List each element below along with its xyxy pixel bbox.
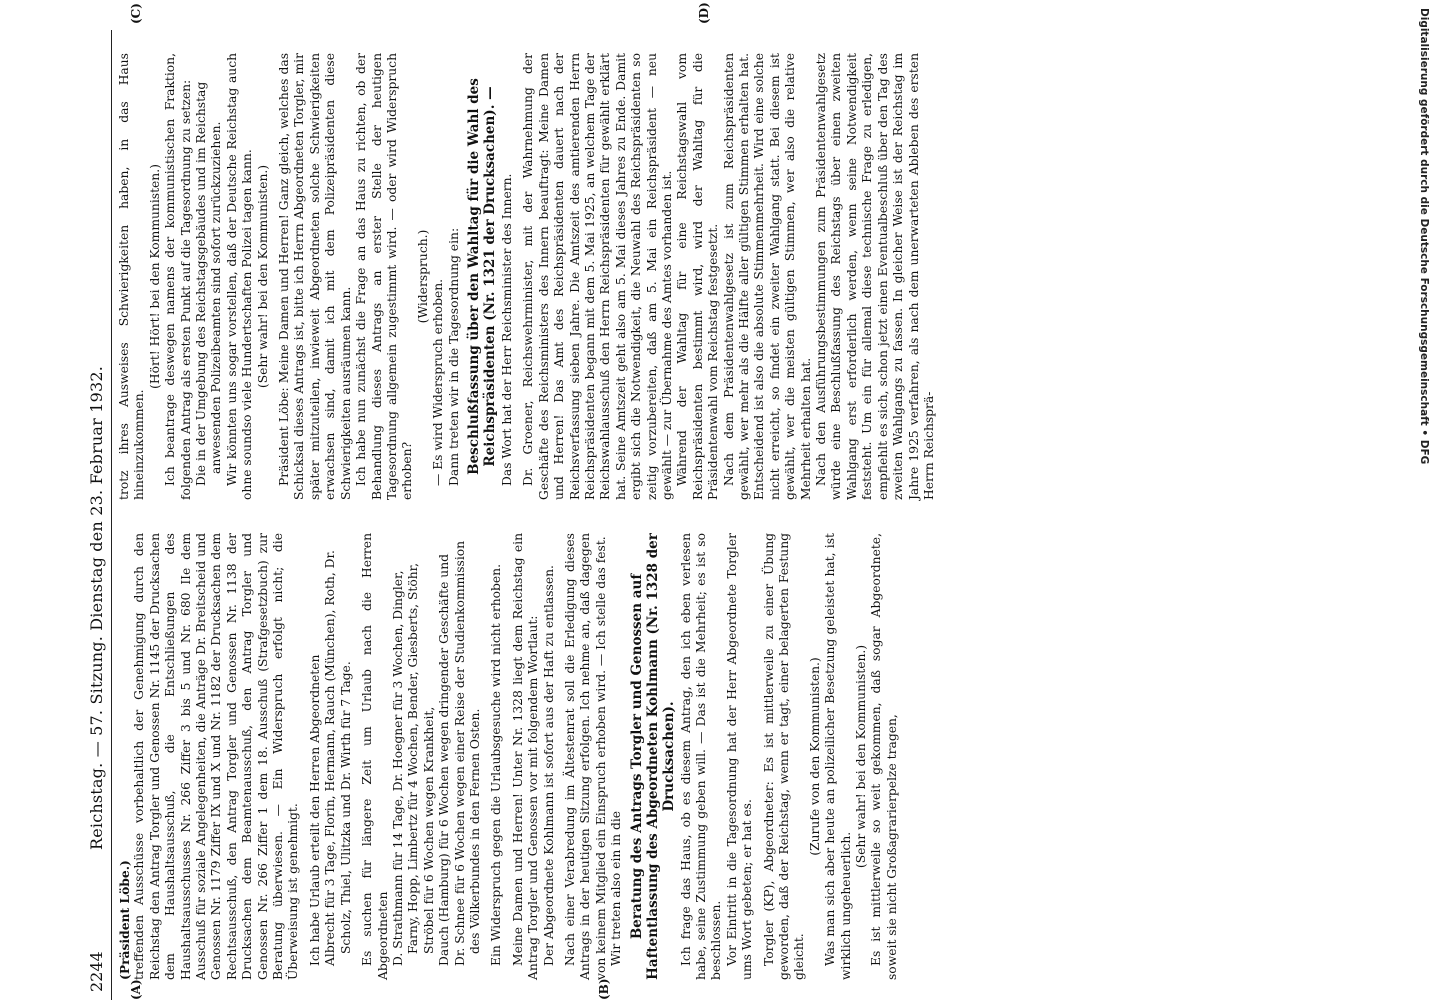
left-column <box>117 533 900 980</box>
margin-mark-d: (D) <box>697 2 711 24</box>
paragraph: Das Wort hat der Herr Reichsminister des Innern. <box>499 173 514 486</box>
rotated-page <box>77 2 1337 1000</box>
right-column <box>117 53 937 500</box>
paragraph: Ich frage das Haus, ob es diesem Antrag, den ich eben verlesen habe, seine Zustimmung geben will. — Das ist die Mehrheit; es ist so beschlossen. <box>678 533 724 980</box>
paragraph: Dann treten wir in die Tagesordnung ein: <box>446 227 461 486</box>
paragraph: Präsident Löbe: Meine Damen und Herren! Ganz gleich, welches das Schicksal dieses Antrags ist, bitte ich Herrn Abgeordneten Torgler, mir später mitzuteilen, inwieweit Abgeordneten solche Schwierigkeiten erwachsen sind, damit ich mit dem Polizeipräsidenten diese Schwierigkeiten ausräumen kann. <box>277 53 353 500</box>
paragraph: trotz ihres Ausweises Schwierigkeiten haben, in das Haus hineinzukommen. <box>117 53 147 500</box>
margin-mark-b: (B) <box>597 978 611 1000</box>
credit-text: Digitalisierung gefördert durch die Deutsche Forschungsgemeinschaft • DFG <box>1418 8 1430 465</box>
section-heading: Beratung des Antrags Torgler und Genossen auf Haftentlassung des Abgeordneten Kohlmann (Nr. 1328 der Drucksachen). <box>628 533 677 980</box>
paragraph: Vor Eintritt in die Tagesordnung hat der Herr Abgeordnete Torgler ums Wort gebeten; er hat es. <box>724 533 755 980</box>
paragraph: Der Abgeordnete Kohlmann ist sofort aus der Haft zu entlassen. <box>541 565 556 966</box>
paragraph: Nach den Ausführungsbestimmungen zum Präsidentenwahlgesetz würde eine Beschlußfassung des Reichstags über einen zweiten Wahlgang erst erforderlich werden, wenn seine Notwendigkeit feststeht. Um ein für allemal diese technische Frage zu erledigen, empfiehlt es sich, schon jetzt einen Eventualbeschluß über den Tag des zweiten Wahlgangs zu fassen. In gleicher Weise ist der Reichstag im Jahre 1925 verfahren, als nach dem unerwarteten Ableben des ersten Herrn Reichsprä- <box>814 53 936 500</box>
margin-mark-a: (A) <box>129 979 143 1000</box>
paragraph: Dr. Schnee für 6 Wochen wegen einer Reise der Studienkommission des Völkerbundes in den Fernen Osten. <box>452 540 482 966</box>
paragraph: Nach dem Präsidentenwahlgesetz ist zum Reichspräsidenten gewählt, wer mehr als die Hälfte aller gültigen Stimmen erhalten hat. Entscheidend ist also die absolute Stimmenmehrheit. Wird eine solche nicht erreicht, so findet ein zweiter Wahlgang statt. Bei diesem ist gewählt, wer die meisten gültigen Stimmen, wer also die relative Mehrheit erhalten hat. <box>721 53 813 500</box>
paragraph: D. Strathmann für 14 Tage, Dr. Hoegner für 3 Wochen, Dingler, Farny, Hopp, Limbertz für 4 Wochen, Bender, Giesberts, Stöhr, Ströbel für 6 Wochen wegen Krankheit, <box>390 562 436 966</box>
paragraph: Es ist mittlerweile so weit gekommen, daß sogar Abgeordnete, soweit sie nicht Großagrarierpelze tragen, <box>869 533 899 980</box>
paragraph: — Es wird Widerspruch erhoben. <box>431 278 446 486</box>
paragraph: Ich habe Urlaub erteilt den Herren Abgeordneten <box>307 654 322 966</box>
paragraph: Ein Widerspruch gegen die Urlaubsgesuche wird nicht erhoben. <box>489 564 504 966</box>
paragraph: Meine Damen und Herren! Unter Nr. 1328 liegt dem Reichstag ein Antrag Torgler und Genossen vor mit folgendem Wortlaut: <box>510 533 541 980</box>
paragraph: Was man sich aber heute an polizeilicher Besetzung geleistet hat, ist wirklich ungeheuerlich. <box>823 533 853 980</box>
paragraph: Ich beantrage deswegen namens der kommunistischen Fraktion, folgenden Antrag als ersten Punkt auf die Tagesordnung zu setzen: <box>163 53 193 500</box>
paragraph: Dauch (Hamburg) für 6 Wochen wegen dringender Geschäfte und <box>437 553 452 966</box>
page-number: 2244 <box>87 951 106 992</box>
paragraph: Während der Wahltag für eine Reichstagswahl vom Reichspräsidenten bestimmt wird, wird der Wahltag für die Präsidentenwahl vom Reichstag festgesetzt. <box>675 53 721 500</box>
paragraph: Dr. Groener, Reichswehrminister, mit der Wahrnehmung der Geschäfte des Reichsministers des Innern beauftragt: Meine Damen und Herren! Das Amt des Reichspräsidenten dauert nach der Reichsverfassung sieben Jahre. Die Amtszeit des amtierenden Herrn Reichspräsidenten begann mit dem 5. Mai 1925, an welchem Tage der Reichswahlausschuß den Herrn Reichspräsidenten für gewählt erklärt hat. Seine Amtszeit geht also am 5. Mai dieses Jahres zu Ende. Damit ergibt sich die Notwendigkeit, die Neuwahl des Reichspräsidenten so zeitig vorzubereiten, daß am 5. Mai ein Reichspräsident — neu gewählt — zur Übernahme des Amtes vorhanden ist. <box>521 53 674 500</box>
paragraph: Ich habe nun zunächst die Frage an das Haus zu richten, ob der Behandlung dieses Antrags an erster Stelle der heutigen Tagesordnung allgemein zugestimmt wird. — oder wird Widerspruch erhoben? <box>354 53 415 500</box>
digitization-credit <box>1405 0 1434 1000</box>
paragraph: Wir treten also ein in die <box>609 810 624 966</box>
interjection: (Zurufe von den Kommunisten.) <box>807 657 822 856</box>
paragraph: treffenden Ausschüsse vorbehaltlich der Genehmigung durch den Reichstag den Antrag Torgler und Genossen Nr. 1145 der Drucksachen dem Haushaltsausschuß, die Entschließungen des Haushaltsausschusses Nr. 266 Ziffer 3 bis 5 und Nr. 680 IIe dem Ausschuß für soziale Angelegenheiten, die Anträge Dr. Breitscheid und Genossen Nr. 1179 Ziffer IX und X und Nr. 1182 der Drucksachen dem Rechtsausschuß, den Antrag Torgler und Genossen Nr. 1138 der Drucksachen dem Beamtenausschuß, den Antrag Torgler und Genossen Nr. 266 Ziffer 1 dem 18. Ausschuß (Strafgesetzbuch) zur Beratung überwiesen. — Ein Widerspruch erfolgt nicht; die Überweisung ist genehmigt. <box>132 533 301 980</box>
page-header <box>77 30 112 1000</box>
paragraph: Nach einer Verabredung im Ältestenrat soll die Erledigung dieses Antrags in der heutigen Sitzung erfolgen. Ich nehme an, daß dagegen von keinem Mitglied ein Einspruch erhoben wird. — Ich stelle das fest. <box>562 533 608 980</box>
header-title: Reichstag. — 57. Sitzung. Dienstag den 23. Februar 1932. <box>87 365 106 850</box>
margin-mark-c: (C) <box>129 3 143 24</box>
paragraph: Es suchen für längere Zeit um Urlaub nach die Herren Abgeordneten <box>360 533 390 980</box>
paragraph: Albrecht für 3 Tage, Florin, Hermann, Rauch (München), Roth, Dr. Scholz, Thiel, Ulitzka und Dr. Wirth für 7 Tage. <box>323 550 353 966</box>
interjection: (Sehr wahr! bei den Kommunisten.) <box>255 164 270 389</box>
paragraph: Wir könnten uns sogar vorstellen, daß der Deutsche Reichstag auch ohne soundso viele Hundertschaften Polizei tagen kann. <box>224 53 255 500</box>
paragraph: Torgler (KP), Abgeordneter: Es ist mittlerweile zu einer Übung geworden, daß der Reichstag, wenn er tagt, einer belagerten Festung gleicht. <box>761 533 807 980</box>
interjection: (Hört! Hört! bei den Kommunisten.) <box>147 164 162 389</box>
section-heading: Beschlußfassung über den Wahltag für die Wahl des Reichspräsidenten (Nr. 1321 der Drucksachen). — <box>465 78 498 475</box>
interjection: (Sehr wahr! bei den Kommunisten.) <box>854 644 869 869</box>
motion-text: Die in der Umgebung des Reichstagsgebäudes und im Reichstag anwesenden Polizeibeamten sind sofort zurückzuziehen. <box>194 81 224 486</box>
interjection: (Widerspruch.) <box>415 229 430 324</box>
speaker-head: (Präsident Löbe.) <box>117 860 132 980</box>
